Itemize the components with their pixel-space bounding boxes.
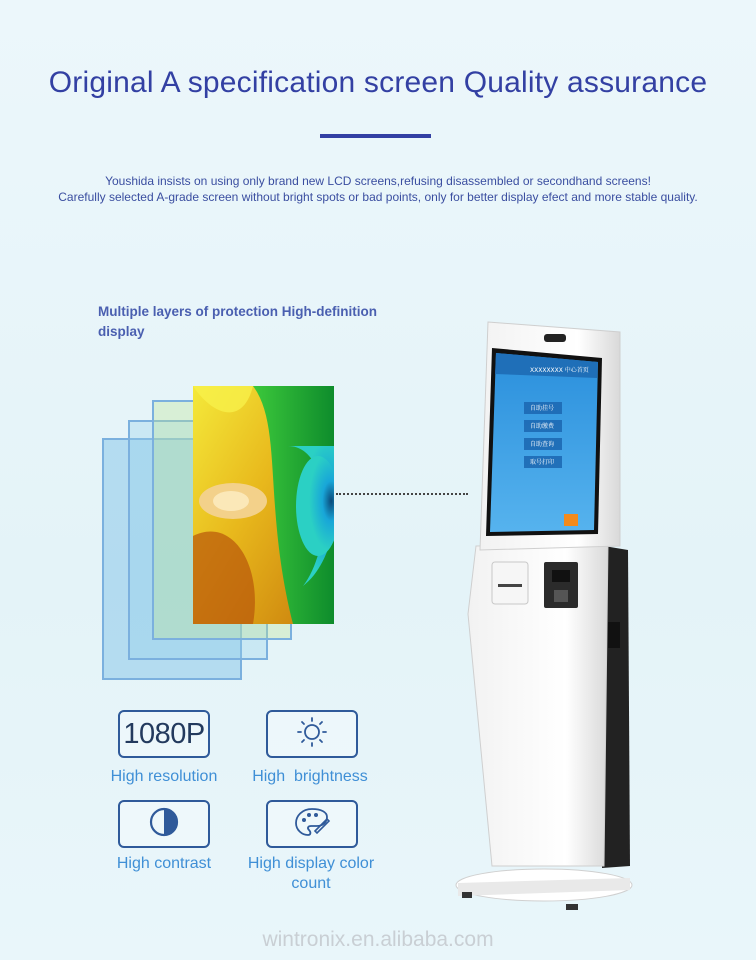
contrast-feature-box (118, 800, 210, 848)
display-artwork (193, 386, 334, 624)
kiosk-illustration (452, 318, 652, 918)
half-circle-icon (147, 805, 181, 844)
feature-label-contrast: High contrast (116, 855, 212, 872)
resolution-feature-box (118, 710, 210, 758)
page-title: Original A specification screen Quality assurance (48, 66, 708, 99)
kiosk-menu-item[interactable]: 自助查询 (530, 441, 555, 448)
title-divider (320, 134, 431, 138)
color-count-feature-box (266, 800, 358, 848)
subtitle-line-2: Carefully selected A-grade screen without bright spots or bad points, only for better display efect and more stable quality. (58, 190, 698, 204)
feature-label-resolution: High resolution (110, 768, 218, 785)
kiosk-menu-item[interactable]: 自助挂号 (530, 405, 555, 412)
callout-dotted-line (336, 493, 468, 495)
brightness-feature-box (266, 710, 358, 758)
kiosk-menu-item[interactable]: 取号打印 (530, 459, 555, 466)
resolution-text: 1080P (123, 717, 205, 750)
sun-icon (295, 715, 329, 754)
feature-label-color-count: High display color count (247, 855, 375, 892)
palette-icon (293, 805, 331, 844)
kiosk-menu-item[interactable]: 自助缴费 (530, 423, 555, 430)
watermark: wintronix.en.alibaba.com (262, 928, 494, 951)
layers-caption: Multiple layers of protection High-definition display (98, 304, 377, 339)
kiosk-screen-title: XXXXXXXX 中心首页 (530, 367, 589, 374)
subtitle-line-1: Youshida insists on using only brand new LCD screens,refusing disassembled or secondhand screens! (105, 174, 651, 188)
feature-label-brightness: High brightness (252, 768, 368, 785)
